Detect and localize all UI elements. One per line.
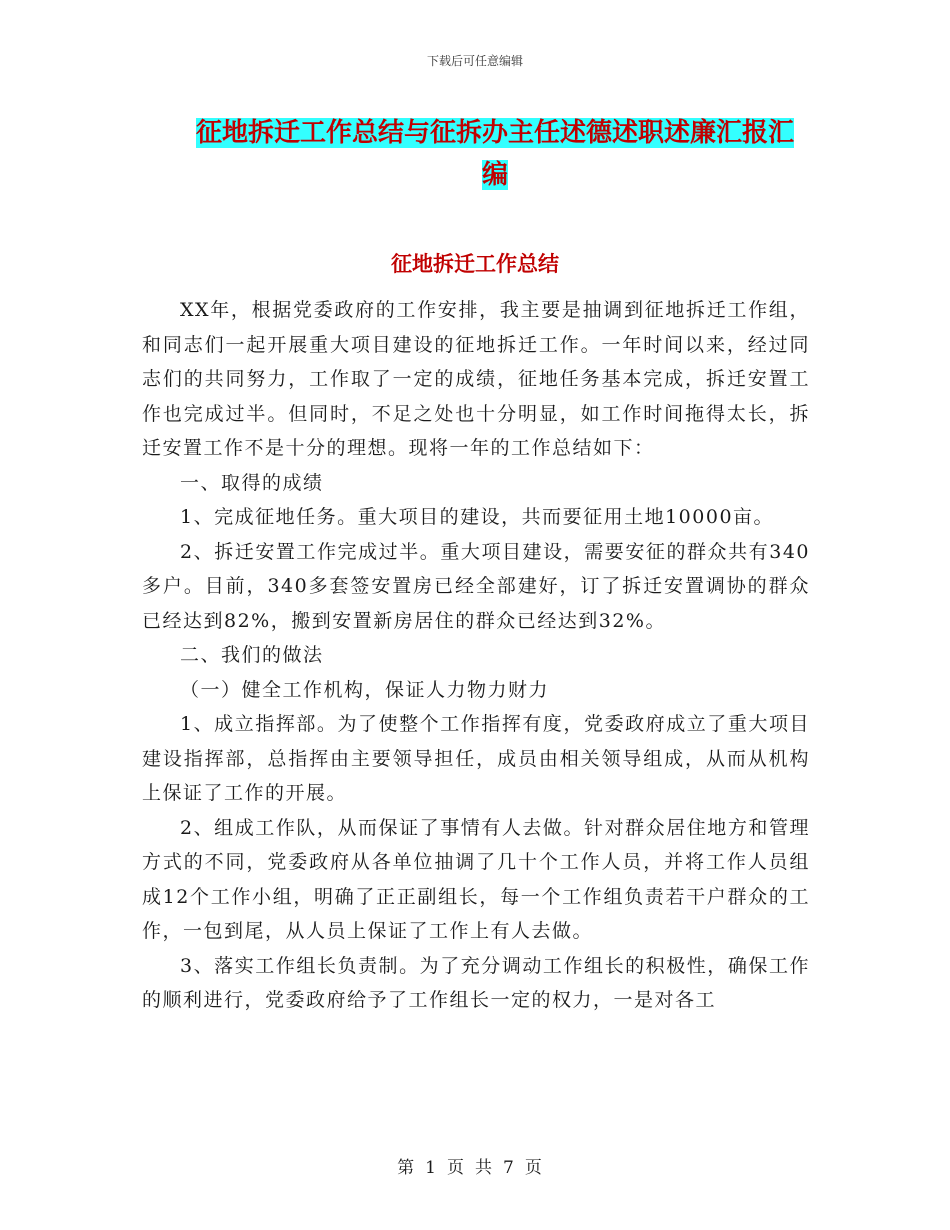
body-text (142, 293, 810, 1018)
footer-page-label: 页 (447, 1158, 465, 1178)
document-title-line-1: 征地拆迁工作总结与征拆办主任述德述职述廉汇报汇 (195, 118, 794, 148)
paragraph: 2、组成工作队，从而保证了事情有人去做。针对群众居住地方和管理方式的不同，党委政府从各单位抽调了几十个工作人员，并将工作人员组成12个工作小组，明确了正正副组长，每一个工作组负责若干户群众的工作，一包到尾，从人员上保证了工作上有人去做。 (142, 816, 810, 942)
paragraph: 1、完成征地任务。重大项目的建设，共而要征用土地10000亩。 (180, 506, 775, 528)
footer-prefix: 第 (397, 1158, 416, 1178)
page-footer (0, 1153, 950, 1178)
header-note: 下载后可任意编辑 (426, 54, 523, 68)
paragraph: 2、拆迁安置工作完成过半。重大项目建设，需要安征的群众共有340多户。目前，340多套签安置房已经全部建好，订了拆迁安置调协的群众已经达到82%，搬到安置新房居住的群众已经达到32%。 (142, 540, 810, 632)
footer-page-number: 1 (425, 1158, 437, 1178)
footer-total-suffix: 页 (524, 1158, 543, 1178)
paragraph: 1、成立指挥部。为了使整个工作指挥有度，党委政府成立了重大项目建设指挥部，总指挥由主要领导担任，成员由相关领导组成，从而从机构上保证了工作的开展。 (142, 713, 810, 804)
paragraph: 3、落实工作组长负责制。为了充分调动工作组长的积极性，确保工作的顺利进行，党委政府给予了工作组长一定的权力，一是对各工 (142, 954, 810, 1011)
section-title: 征地拆迁工作总结 (391, 251, 559, 276)
paragraph: XX年，根据党委政府的工作安排，我主要是抽调到征地拆迁工作组，和同志们一起开展重大项目建设的征地拆迁工作。一年时间以来，经过同志们的共同努力，工作取了一定的成绩，征地任务基本完成，拆迁安置工作也完成过半。但同时，不足之处也十分明显，如工作时间拖得太长，拆迁安置工作不是十分的理想。现将一年的工作总结如下： (142, 299, 810, 459)
paragraph: （一）健全工作机构，保证人力物力财力 (180, 678, 550, 701)
footer-total-prefix: 共 (475, 1158, 493, 1178)
paragraph: 一、取得的成绩 (180, 471, 324, 494)
document-title (150, 112, 840, 196)
footer-total-pages: 7 (503, 1158, 515, 1178)
paragraph: 二、我们的做法 (180, 644, 324, 666)
document-title-line-2: 编 (481, 160, 508, 190)
